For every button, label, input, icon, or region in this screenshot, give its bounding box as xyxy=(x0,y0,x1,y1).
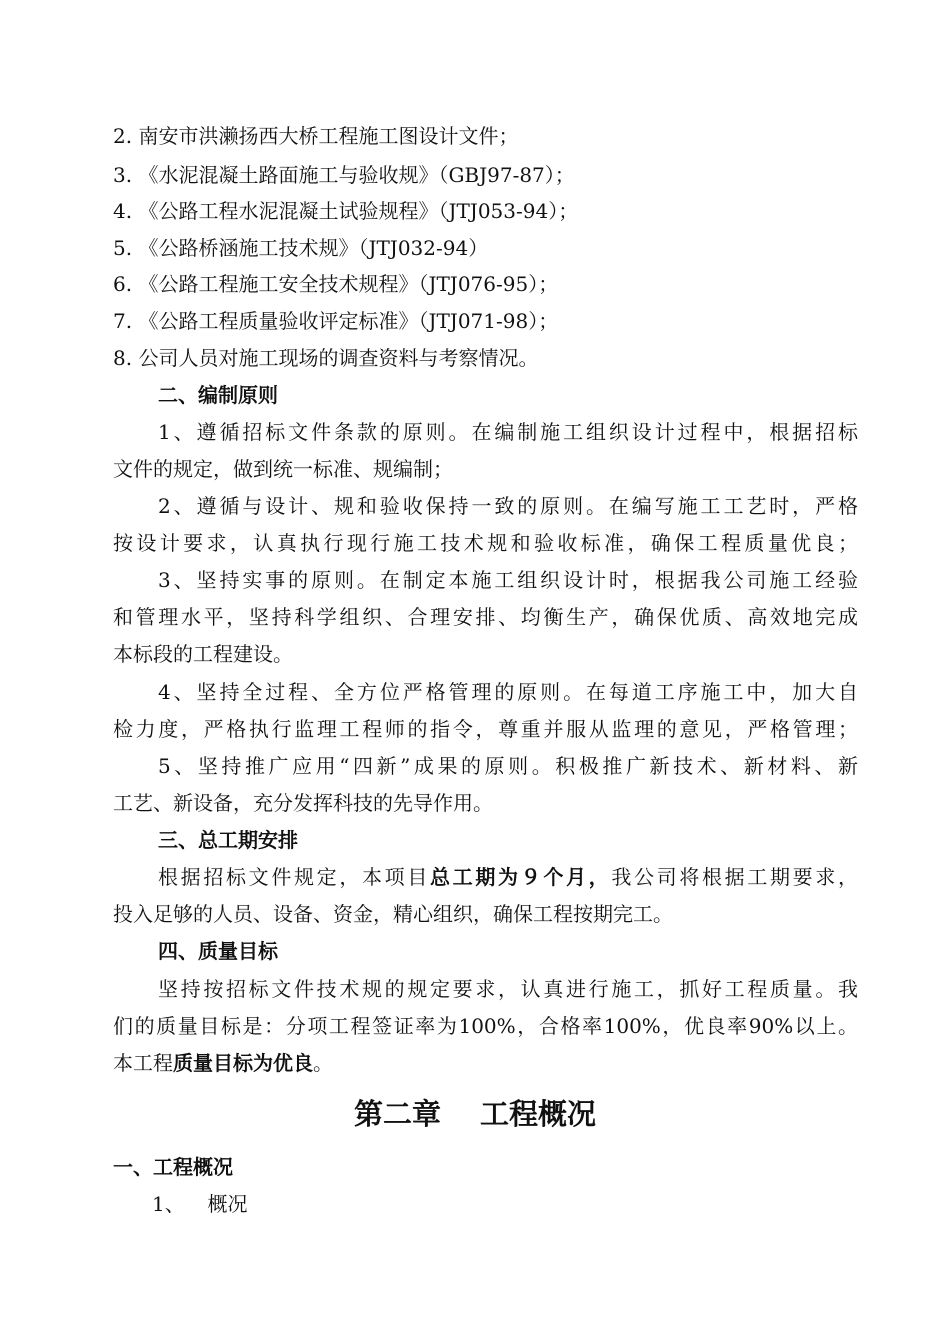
quality-text-post: 。 xyxy=(313,1051,333,1075)
overview-item-1: 1、 概况 xyxy=(152,1192,248,1216)
ref-item-5: 5. 《公路桥涵施工技术规》（JTJ032-94） xyxy=(113,236,489,260)
quality-line-3 xyxy=(113,1049,333,1077)
schedule-text-pre: 根据招标文件规定，本项目 xyxy=(158,865,430,889)
schedule-line-1 xyxy=(158,863,858,891)
quality-line-2: 们的质量目标是：分项工程签证率为100%，合格率100%，优良率90%以上。 xyxy=(113,1014,858,1038)
principle-4-line-2: 检力度，严格执行监理工程师的指令，尊重并服从监理的意见，严格管理； xyxy=(113,717,858,741)
principle-3-line-1: 3、坚持实事的原则。在制定本施工组织设计时，根据我公司施工经验 xyxy=(158,568,858,592)
chapter-title xyxy=(0,1094,950,1134)
section-heading-quality: 四、质量目标 xyxy=(158,939,278,963)
principle-2-line-2: 按设计要求，认真执行现行施工技术规和验收标准，确保工程质量优良； xyxy=(113,531,858,555)
principle-1-line-2: 文件的规定，做到统一标准、规编制； xyxy=(113,457,453,481)
ref-item-4: 4. 《公路工程水泥混凝土试验规程》（JTJ053-94）； xyxy=(113,199,579,223)
section-heading-overview: 一、工程概况 xyxy=(113,1155,233,1179)
section-heading-schedule: 三、总工期安排 xyxy=(158,828,298,852)
principle-3-line-3: 本标段的工程建设。 xyxy=(113,642,293,666)
ref-item-2: 2. 南安市洪濑扬西大桥工程施工图设计文件； xyxy=(113,124,519,148)
quality-text-pre: 本工程 xyxy=(113,1051,173,1075)
principle-2-line-1: 2、遵循与设计、规和验收保持一致的原则。在编写施工工艺时，严格 xyxy=(158,494,858,518)
schedule-line-2: 投入足够的人员、设备、资金，精心组织，确保工程按期完工。 xyxy=(113,902,673,926)
ref-item-6: 6. 《公路工程施工安全技术规程》（JTJ076-95）； xyxy=(113,272,559,296)
principle-3-line-2: 和管理水平，坚持科学组织、合理安排、均衡生产，确保优质、高效地完成 xyxy=(113,605,858,629)
principle-1-line-1: 1、遵循招标文件条款的原则。在编制施工组织设计过程中，根据招标 xyxy=(158,420,858,444)
schedule-text-post: 我公司将根据工期要求， xyxy=(611,865,859,889)
ref-item-3: 3. 《水泥混凝土路面施工与验收规》（GBJ97-87）； xyxy=(113,163,575,187)
principle-4-line-1: 4、坚持全过程、全方位严格管理的原则。在每道工序施工中，加大自 xyxy=(158,680,858,704)
quality-line-1: 坚持按招标文件技术规的规定要求，认真进行施工，抓好工程质量。我 xyxy=(158,977,858,1001)
section-heading-principles: 二、编制原则 xyxy=(158,383,278,407)
principle-5-line-2: 工艺、新设备，充分发挥科技的先导作用。 xyxy=(113,791,493,815)
schedule-duration: 总工期为９个月， xyxy=(430,865,612,889)
chapter-title-text: 第二章 工程概况 xyxy=(353,1097,597,1131)
ref-item-8: 8. 公司人员对施工现场的调查资料与考察情况。 xyxy=(113,346,539,370)
ref-item-7: 7. 《公路工程质量验收评定标准》（JTJ071-98）； xyxy=(113,309,559,333)
quality-target: 质量目标为优良 xyxy=(173,1051,313,1075)
principle-5-line-1: 5、坚持推广应用“四新”成果的原则。积极推广新技术、新材料、新 xyxy=(158,754,858,778)
